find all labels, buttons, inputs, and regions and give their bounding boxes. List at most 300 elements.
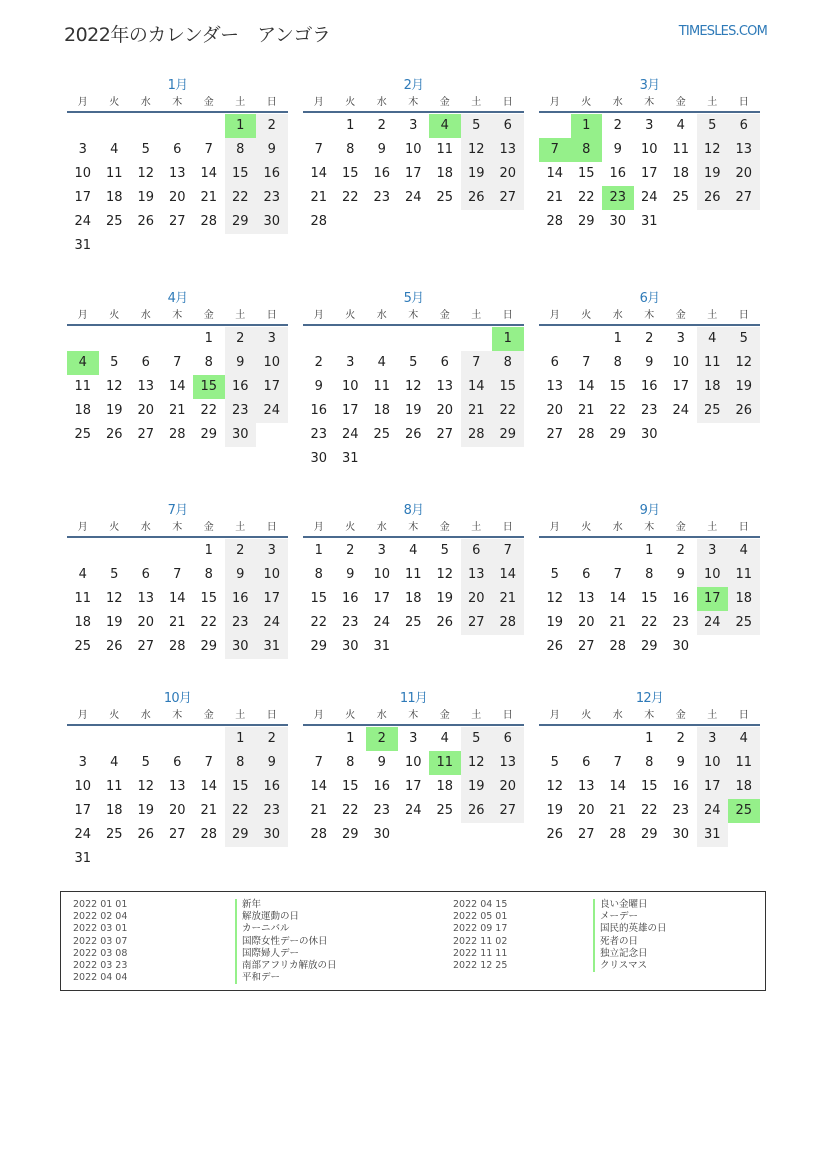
day-cell: 13 — [577, 591, 595, 606]
day-cell: 21 — [200, 190, 218, 205]
day-cell: 5 — [409, 355, 418, 370]
month-10 — [67, 687, 288, 887]
weekday-label: 金 — [675, 710, 686, 721]
day-cell: 11 — [404, 567, 422, 582]
holiday-day-cell: 1 — [571, 114, 603, 138]
day-cell: 16 — [310, 403, 328, 418]
weekday-label: 木 — [644, 97, 655, 108]
day-cell: 4 — [409, 543, 418, 558]
day-cell: 27 — [546, 427, 564, 442]
day-cell: 20 — [735, 166, 753, 181]
day-cell: 8 — [503, 355, 512, 370]
holiday-date: 2022 03 01 — [73, 923, 128, 935]
day-cell: 25 — [373, 427, 391, 442]
weekday-label: 金 — [439, 522, 450, 533]
holiday-name: 良い金曜日 — [593, 899, 667, 911]
day-cell: 29 — [341, 827, 359, 842]
day-cell: 9 — [267, 142, 276, 157]
holiday-name: 南部アフリカ解放の日 — [235, 960, 337, 972]
day-cell: 13 — [499, 755, 517, 770]
day-cell: 20 — [577, 803, 595, 818]
weekday-label: 土 — [471, 710, 482, 721]
day-cell: 6 — [550, 355, 559, 370]
day-cell: 25 — [436, 190, 454, 205]
day-cell: 27 — [499, 190, 517, 205]
day-cell: 22 — [609, 403, 627, 418]
weekday-label: 水 — [140, 710, 151, 721]
day-cell: 12 — [137, 166, 155, 181]
day-cell: 24 — [74, 214, 92, 229]
day-cell: 6 — [503, 118, 512, 133]
day-cell: 28 — [609, 639, 627, 654]
day-cell: 26 — [404, 427, 422, 442]
day-cell: 29 — [577, 214, 595, 229]
day-cell: 25 — [735, 615, 753, 630]
month-9 — [539, 499, 760, 699]
weekday-label: 日 — [738, 310, 749, 321]
weekday-header — [67, 306, 288, 324]
day-cell: 4 — [739, 543, 748, 558]
weekday-label: 木 — [172, 97, 183, 108]
day-cell: 28 — [467, 427, 485, 442]
day-cell: 22 — [341, 803, 359, 818]
day-cell: 7 — [173, 567, 182, 582]
weekday-header — [303, 706, 524, 724]
day-cell: 24 — [341, 427, 359, 442]
weekday-label: 土 — [471, 97, 482, 108]
weekday-label: 木 — [408, 97, 419, 108]
day-cell: 27 — [168, 827, 186, 842]
day-cell: 30 — [640, 427, 658, 442]
day-cell: 15 — [640, 591, 658, 606]
day-cell: 3 — [377, 543, 386, 558]
holiday-day-cell: 11 — [429, 751, 461, 775]
weekday-label: 金 — [203, 97, 214, 108]
day-cell: 26 — [105, 639, 123, 654]
day-cell: 25 — [436, 803, 454, 818]
month-8 — [303, 499, 524, 699]
day-cell: 28 — [310, 827, 328, 842]
weekday-label: 月 — [313, 710, 324, 721]
day-cell: 2 — [267, 731, 276, 746]
day-cell: 30 — [672, 827, 690, 842]
month-11 — [303, 687, 524, 887]
day-cell: 12 — [546, 779, 564, 794]
day-cell: 5 — [708, 118, 717, 133]
weekday-header — [539, 518, 760, 536]
day-cell: 5 — [472, 118, 481, 133]
day-cell: 25 — [74, 639, 92, 654]
day-cell: 1 — [645, 543, 654, 558]
holiday-name: 国際婦人デー — [235, 948, 337, 960]
day-cell: 21 — [609, 803, 627, 818]
day-cell: 9 — [676, 755, 685, 770]
month-title: 12月 — [635, 691, 664, 706]
day-cell: 3 — [676, 331, 685, 346]
holiday-name: 解放運動の日 — [235, 911, 337, 923]
weekday-label: 水 — [140, 522, 151, 533]
header-divider — [303, 111, 524, 113]
month-title: 1月 — [167, 78, 188, 93]
day-cell: 8 — [236, 142, 245, 157]
day-cell: 11 — [105, 779, 123, 794]
holiday-name: 国際女性デーの休日 — [235, 936, 337, 948]
day-cell: 5 — [141, 755, 150, 770]
day-cell: 31 — [373, 639, 391, 654]
day-cell: 15 — [640, 779, 658, 794]
holiday-date: 2022 09 17 — [453, 923, 508, 935]
header-divider — [67, 536, 288, 538]
header-divider — [303, 324, 524, 326]
day-cell: 22 — [200, 615, 218, 630]
header-divider — [539, 111, 760, 113]
day-cell: 14 — [577, 379, 595, 394]
holiday-day-cell: 2 — [366, 727, 398, 751]
day-cell: 1 — [346, 118, 355, 133]
day-cell: 26 — [436, 615, 454, 630]
day-cell: 23 — [231, 615, 249, 630]
day-cell: 14 — [200, 166, 218, 181]
day-cell: 3 — [78, 142, 87, 157]
header-divider — [303, 724, 524, 726]
day-cell: 19 — [735, 379, 753, 394]
site-name[interactable]: TIMESLES.COM — [678, 24, 767, 39]
day-cell: 9 — [314, 379, 323, 394]
day-cell: 21 — [546, 190, 564, 205]
day-cell: 19 — [137, 803, 155, 818]
day-cell: 9 — [377, 142, 386, 157]
day-cell: 28 — [310, 214, 328, 229]
day-cell: 14 — [546, 166, 564, 181]
day-cell: 16 — [341, 591, 359, 606]
weekday-label: 火 — [109, 522, 120, 533]
weekday-label: 火 — [345, 710, 356, 721]
holiday-name: 死者の日 — [593, 936, 667, 948]
day-cell: 17 — [404, 779, 422, 794]
day-cell: 25 — [703, 403, 721, 418]
day-cell: 11 — [735, 567, 753, 582]
day-cell: 19 — [546, 803, 564, 818]
day-cell: 18 — [735, 779, 753, 794]
day-cell: 7 — [582, 355, 591, 370]
header-divider — [67, 111, 288, 113]
weekday-label: 日 — [502, 522, 513, 533]
holiday-dates-right — [453, 899, 507, 972]
day-cell: 31 — [74, 238, 92, 253]
weekday-label: 土 — [235, 522, 246, 533]
day-cell: 11 — [672, 142, 690, 157]
day-cell: 20 — [467, 591, 485, 606]
day-cell: 7 — [503, 543, 512, 558]
month-title: 2月 — [403, 78, 424, 93]
weekday-header — [303, 93, 524, 111]
weekday-label: 火 — [109, 310, 120, 321]
weekday-label: 水 — [612, 97, 623, 108]
day-cell: 3 — [708, 543, 717, 558]
day-cell: 29 — [640, 827, 658, 842]
day-cell: 29 — [310, 639, 328, 654]
day-cell: 6 — [739, 118, 748, 133]
weekday-label: 水 — [376, 310, 387, 321]
day-cell: 9 — [236, 567, 245, 582]
weekday-label: 金 — [203, 710, 214, 721]
weekday-label: 火 — [581, 522, 592, 533]
day-cell: 14 — [499, 567, 517, 582]
weekday-label: 日 — [266, 97, 277, 108]
day-cell: 3 — [267, 331, 276, 346]
holiday-names-right — [593, 899, 667, 972]
day-cell: 14 — [609, 591, 627, 606]
day-cell: 20 — [499, 166, 517, 181]
holiday-date: 2022 12 25 — [453, 959, 508, 971]
weekday-label: 木 — [408, 522, 419, 533]
day-cell: 28 — [168, 427, 186, 442]
day-cell: 6 — [582, 755, 591, 770]
day-cell: 17 — [74, 190, 92, 205]
day-cell: 8 — [236, 755, 245, 770]
day-cell: 6 — [173, 755, 182, 770]
day-cell: 23 — [231, 403, 249, 418]
weekday-label: 日 — [738, 97, 749, 108]
day-cell: 6 — [440, 355, 449, 370]
weekday-label: 日 — [738, 710, 749, 721]
day-cell: 26 — [105, 427, 123, 442]
day-cell: 30 — [231, 639, 249, 654]
day-cell: 27 — [499, 803, 517, 818]
day-cell: 29 — [609, 427, 627, 442]
weekday-header — [539, 306, 760, 324]
weekday-label: 日 — [266, 710, 277, 721]
weekday-header — [303, 306, 524, 324]
weekday-label: 月 — [77, 310, 88, 321]
holiday-date: 2022 04 04 — [73, 972, 128, 984]
day-cell: 10 — [341, 379, 359, 394]
weekday-label: 木 — [172, 310, 183, 321]
weekday-label: 月 — [549, 310, 560, 321]
weekday-label: 土 — [707, 710, 718, 721]
holiday-names-left — [235, 899, 337, 984]
day-cell: 2 — [314, 355, 323, 370]
weekday-label: 火 — [581, 710, 592, 721]
holiday-dates-left — [73, 899, 127, 984]
weekday-label: 水 — [376, 97, 387, 108]
day-cell: 19 — [105, 615, 123, 630]
day-cell: 8 — [204, 355, 213, 370]
day-cell: 19 — [467, 166, 485, 181]
day-cell: 30 — [263, 214, 281, 229]
day-cell: 6 — [503, 731, 512, 746]
holiday-day-cell: 17 — [697, 587, 729, 611]
holiday-day-cell: 1 — [225, 114, 257, 138]
day-cell: 14 — [168, 591, 186, 606]
weekday-label: 土 — [471, 522, 482, 533]
day-cell: 23 — [263, 190, 281, 205]
day-cell: 31 — [74, 851, 92, 866]
day-cell: 17 — [263, 379, 281, 394]
day-cell: 18 — [74, 403, 92, 418]
holiday-date: 2022 01 01 — [73, 899, 128, 910]
day-cell: 17 — [373, 591, 391, 606]
day-cell: 3 — [645, 118, 654, 133]
day-cell: 31 — [263, 639, 281, 654]
day-cell: 9 — [267, 755, 276, 770]
weekday-label: 水 — [612, 522, 623, 533]
weekday-label: 金 — [203, 310, 214, 321]
weekday-label: 火 — [109, 97, 120, 108]
day-cell: 28 — [609, 827, 627, 842]
weekday-label: 火 — [345, 97, 356, 108]
day-cell: 11 — [74, 379, 92, 394]
weekday-label: 水 — [376, 710, 387, 721]
weekday-label: 土 — [235, 310, 246, 321]
weekday-label: 金 — [439, 97, 450, 108]
weekday-header — [539, 93, 760, 111]
holiday-day-cell: 4 — [67, 351, 99, 375]
day-cell: 22 — [640, 615, 658, 630]
day-cell: 30 — [231, 427, 249, 442]
holiday-date: 2022 03 07 — [73, 935, 128, 947]
holiday-name: 国民的英雄の日 — [593, 923, 667, 935]
day-cell: 22 — [341, 190, 359, 205]
day-cell: 3 — [409, 731, 418, 746]
holiday-date: 2022 05 01 — [453, 911, 508, 923]
day-cell: 3 — [346, 355, 355, 370]
day-cell: 25 — [404, 615, 422, 630]
holiday-name: 独立記念日 — [593, 948, 667, 960]
day-cell: 24 — [640, 190, 658, 205]
day-cell: 5 — [739, 331, 748, 346]
day-cell: 10 — [263, 567, 281, 582]
day-cell: 21 — [168, 403, 186, 418]
day-cell: 10 — [672, 355, 690, 370]
day-cell: 11 — [703, 355, 721, 370]
holiday-date: 2022 03 08 — [73, 947, 128, 959]
day-cell: 17 — [703, 779, 721, 794]
header-divider — [67, 324, 288, 326]
day-cell: 5 — [110, 355, 119, 370]
day-cell: 28 — [546, 214, 564, 229]
holiday-date: 2022 02 04 — [73, 911, 128, 923]
day-cell: 21 — [168, 615, 186, 630]
day-cell: 16 — [231, 591, 249, 606]
day-cell: 27 — [467, 615, 485, 630]
day-cell: 13 — [137, 591, 155, 606]
day-cell: 11 — [436, 142, 454, 157]
day-cell: 15 — [341, 166, 359, 181]
holiday-day-cell: 8 — [571, 138, 603, 162]
day-cell: 24 — [74, 827, 92, 842]
day-cell: 23 — [373, 190, 391, 205]
day-cell: 14 — [310, 779, 328, 794]
day-cell: 21 — [310, 190, 328, 205]
day-cell: 29 — [640, 639, 658, 654]
header-divider — [67, 724, 288, 726]
day-cell: 8 — [346, 755, 355, 770]
day-cell: 24 — [703, 615, 721, 630]
day-cell: 6 — [472, 543, 481, 558]
day-cell: 2 — [267, 118, 276, 133]
day-cell: 5 — [550, 755, 559, 770]
day-cell: 8 — [204, 567, 213, 582]
weekday-label: 月 — [549, 522, 560, 533]
day-cell: 24 — [263, 615, 281, 630]
day-cell: 28 — [200, 827, 218, 842]
day-cell: 13 — [499, 142, 517, 157]
day-cell: 7 — [204, 142, 213, 157]
day-cell: 22 — [640, 803, 658, 818]
month-5 — [303, 287, 524, 487]
day-cell: 19 — [436, 591, 454, 606]
day-cell: 2 — [613, 118, 622, 133]
day-cell: 11 — [74, 591, 92, 606]
day-cell: 13 — [467, 567, 485, 582]
day-cell: 5 — [440, 543, 449, 558]
month-6 — [539, 287, 760, 487]
holiday-name: クリスマス — [593, 960, 667, 972]
day-cell: 1 — [613, 331, 622, 346]
holiday-date: 2022 03 23 — [73, 959, 128, 971]
day-cell: 7 — [472, 355, 481, 370]
day-cell: 21 — [310, 803, 328, 818]
day-cell: 2 — [676, 731, 685, 746]
day-cell: 13 — [436, 379, 454, 394]
day-cell: 23 — [373, 803, 391, 818]
holiday-name: 新年 — [235, 899, 337, 911]
header-divider — [539, 324, 760, 326]
day-cell: 25 — [74, 427, 92, 442]
weekday-label: 日 — [502, 97, 513, 108]
month-1 — [67, 74, 288, 274]
weekday-label: 金 — [675, 522, 686, 533]
holiday-date: 2022 11 02 — [453, 935, 508, 947]
day-cell: 6 — [582, 567, 591, 582]
day-cell: 29 — [231, 214, 249, 229]
day-cell: 29 — [231, 827, 249, 842]
day-cell: 2 — [676, 543, 685, 558]
day-cell: 23 — [672, 803, 690, 818]
day-cell: 30 — [373, 827, 391, 842]
day-cell: 18 — [672, 166, 690, 181]
day-cell: 26 — [546, 639, 564, 654]
day-cell: 22 — [231, 803, 249, 818]
day-cell: 7 — [314, 755, 323, 770]
weekday-label: 金 — [203, 522, 214, 533]
day-cell: 16 — [373, 166, 391, 181]
weekday-label: 月 — [313, 310, 324, 321]
month-title: 8月 — [403, 503, 424, 518]
holiday-name: メーデー — [593, 911, 667, 923]
weekday-label: 金 — [675, 310, 686, 321]
day-cell: 15 — [609, 379, 627, 394]
day-cell: 13 — [137, 379, 155, 394]
day-cell: 26 — [735, 403, 753, 418]
day-cell: 7 — [204, 755, 213, 770]
weekday-label: 火 — [109, 710, 120, 721]
day-cell: 12 — [467, 755, 485, 770]
day-cell: 18 — [74, 615, 92, 630]
day-cell: 24 — [373, 615, 391, 630]
day-cell: 21 — [609, 615, 627, 630]
day-cell: 27 — [577, 827, 595, 842]
day-cell: 22 — [577, 190, 595, 205]
day-cell: 12 — [546, 591, 564, 606]
month-title: 6月 — [639, 291, 660, 306]
day-cell: 15 — [341, 779, 359, 794]
weekday-label: 月 — [313, 97, 324, 108]
day-cell: 13 — [735, 142, 753, 157]
weekday-header — [303, 518, 524, 536]
day-cell: 30 — [672, 639, 690, 654]
